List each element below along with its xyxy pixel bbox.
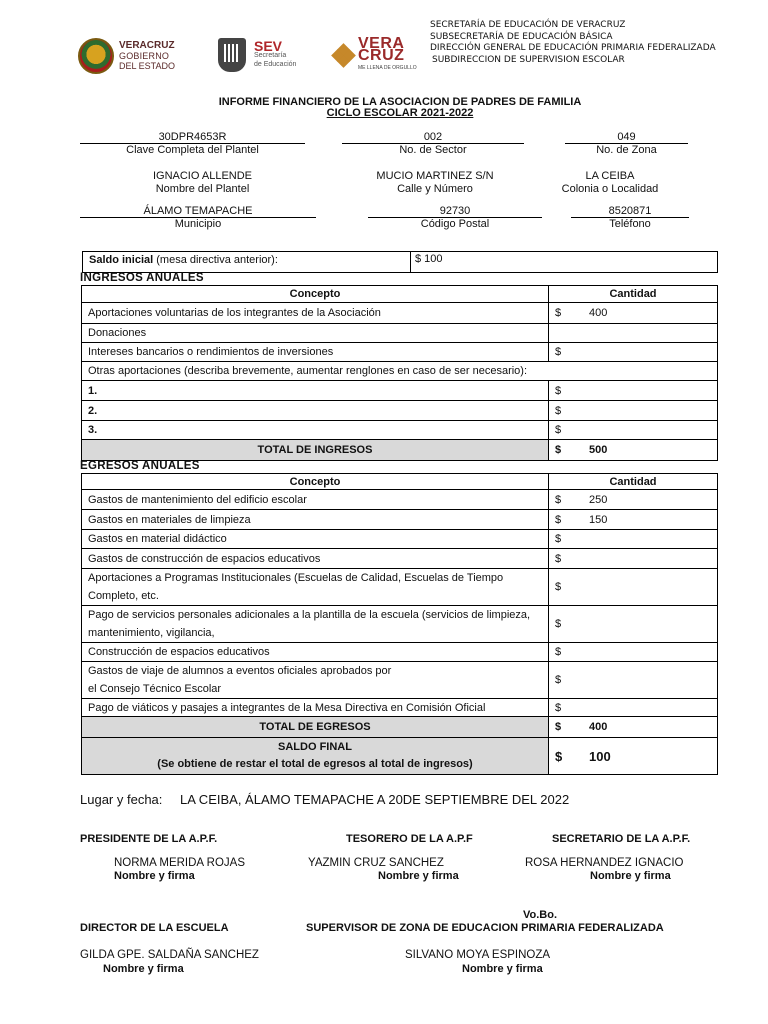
saldo-inicial-box bbox=[82, 251, 718, 273]
cantidad-cell bbox=[549, 530, 718, 549]
cantidad-cell bbox=[549, 510, 718, 530]
table-row bbox=[82, 401, 718, 421]
currency-sign: $ bbox=[555, 618, 562, 630]
field-value: 002 bbox=[342, 131, 524, 144]
ingresos-heading: INGRESOS ANUALES bbox=[80, 272, 204, 284]
col-cantidad: Cantidad bbox=[549, 474, 718, 490]
numbered-item: 3. bbox=[82, 421, 549, 440]
cantidad-cell bbox=[549, 343, 718, 362]
otras-aportaciones: Otras aportaciones (describa brevemente, aumentar renglones en caso de ser necesario): bbox=[82, 362, 718, 381]
concepto-cell: Pago de viáticos y pasajes a integrantes de la Mesa Directiva en Comisión Oficial bbox=[82, 699, 549, 717]
table-row bbox=[82, 569, 718, 606]
currency-sign: $ bbox=[555, 424, 562, 436]
agency-lines bbox=[430, 20, 716, 66]
field-zona bbox=[565, 131, 688, 156]
cantidad-cell bbox=[549, 401, 718, 421]
table-row bbox=[82, 421, 718, 440]
director-name: GILDA GPE. SALDAÑA SANCHEZ bbox=[80, 949, 259, 961]
total-ingresos-cell bbox=[549, 440, 718, 461]
table-row bbox=[82, 381, 718, 401]
concepto-cell: Gastos en materiales de limpieza bbox=[82, 510, 549, 530]
egresos-table bbox=[81, 473, 718, 775]
table-row bbox=[82, 490, 718, 510]
currency-sign: $ bbox=[555, 444, 562, 456]
total-egresos-value: 400 bbox=[589, 721, 608, 733]
saldo-final-cell bbox=[549, 738, 718, 775]
currency-sign: $ bbox=[555, 552, 562, 565]
cantidad-cell bbox=[549, 606, 718, 643]
title-line: INFORME FINANCIERO DE LA ASOCIACION DE PADRES DE FAMILIA bbox=[218, 96, 582, 108]
presidente-caption: Nombre y firma bbox=[114, 870, 195, 882]
currency-sign: $ bbox=[555, 701, 562, 714]
field-value: 30DPR4653R bbox=[80, 131, 305, 144]
logo-text: DEL ESTADO bbox=[119, 61, 176, 71]
logo-text: VERA bbox=[358, 35, 405, 52]
saldo-final-label: SALDO FINAL bbox=[278, 741, 352, 753]
cantidad-cell bbox=[549, 549, 718, 569]
cantidad-cell bbox=[549, 569, 718, 606]
agency-line: DIRECCIÓN GENERAL DE EDUCACIÓN PRIMARIA FEDERALIZADA bbox=[430, 43, 716, 53]
logo-text: CRUZ bbox=[358, 47, 405, 64]
field-value: 049 bbox=[565, 131, 688, 144]
table-row bbox=[82, 549, 718, 569]
secretario-caption: Nombre y firma bbox=[590, 870, 671, 882]
currency-sign: $ bbox=[555, 404, 562, 417]
cantidad-cell bbox=[549, 324, 718, 343]
total-ingresos-row bbox=[82, 440, 718, 461]
concepto-cell: Donaciones bbox=[82, 324, 549, 343]
title-cycle: CICLO ESCOLAR 2021-2022 bbox=[326, 107, 474, 119]
field-clave bbox=[80, 131, 305, 156]
total-egresos-cell bbox=[549, 717, 718, 738]
concepto-cell: Intereses bancarios o rendimientos de inversiones bbox=[82, 343, 549, 362]
saldo-inicial-label-cell bbox=[83, 252, 411, 272]
concepto-cell: Aportaciones a Programas Institucionales (Escuelas de Calidad, Escuelas de Tiempo Completo, etc. bbox=[82, 569, 549, 606]
currency-sign: $ bbox=[555, 307, 562, 319]
field-value: IGNACIO ALLENDE bbox=[152, 170, 253, 182]
supervisor-role: SUPERVISOR DE ZONA DE EDUCACION PRIMARIA FEDERALIZADA bbox=[306, 922, 664, 934]
tesorero-name: YAZMIN CRUZ SANCHEZ bbox=[308, 857, 444, 869]
field-nombre bbox=[120, 170, 285, 195]
logo-text: SEV bbox=[254, 37, 283, 54]
field-label: Calle y Número bbox=[397, 183, 473, 195]
total-egresos-row bbox=[82, 717, 718, 738]
total-egresos-label: TOTAL DE EGRESOS bbox=[82, 717, 549, 738]
currency-sign: $ bbox=[555, 581, 562, 593]
sev-logo bbox=[218, 38, 296, 72]
table-row bbox=[82, 662, 718, 699]
supervisor-name: SILVANO MOYA ESPINOZA bbox=[405, 949, 551, 961]
table-row bbox=[82, 303, 718, 324]
field-municipio bbox=[80, 205, 316, 230]
field-label: Nombre del Plantel bbox=[155, 183, 250, 195]
document-title bbox=[0, 97, 768, 119]
director-role: DIRECTOR DE LA ESCUELA bbox=[80, 922, 229, 934]
concepto-cell: Gastos de mantenimiento del edificio escolar bbox=[82, 490, 549, 510]
cantidad-cell bbox=[549, 699, 718, 717]
presidente-role: PRESIDENTE DE LA A.P.F. bbox=[80, 833, 218, 845]
agency-line: SECRETARÍA DE EDUCACIÓN DE VERACRUZ bbox=[430, 20, 626, 30]
saldo-final-note: (Se obtiene de restar el total de egresos al total de ingresos) bbox=[157, 758, 473, 770]
col-cantidad: Cantidad bbox=[549, 286, 718, 303]
table-row bbox=[82, 606, 718, 643]
field-label: No. de Sector bbox=[399, 144, 467, 156]
lugar-value: LA CEIBA, ÁLAMO TEMAPACHE A 20DE SEPTIEMBRE DEL 2022 bbox=[180, 792, 570, 807]
currency-sign: $ bbox=[555, 646, 562, 658]
vobo-label: Vo.Bo. bbox=[523, 909, 558, 921]
field-label: Colonia o Localidad bbox=[561, 183, 659, 195]
col-concepto: Concepto bbox=[82, 474, 549, 490]
col-concepto: Concepto bbox=[82, 286, 549, 303]
cantidad-cell bbox=[549, 381, 718, 401]
amount: 400 bbox=[589, 307, 608, 319]
cantidad-cell bbox=[549, 490, 718, 510]
table-row bbox=[82, 643, 718, 662]
saldo-inicial-label: Saldo inicial bbox=[89, 254, 154, 266]
concepto-cell: Gastos de construcción de espacios educativos bbox=[82, 549, 549, 569]
numbered-item: 1. bbox=[82, 381, 549, 401]
document-header bbox=[0, 18, 768, 88]
concepto-cell: Pago de servicios personales adicionales a la plantilla de la escuela (servicios de limpieza, mantenimiento, vigilancia, bbox=[82, 606, 549, 643]
field-value: ÁLAMO TEMAPACHE bbox=[80, 205, 316, 218]
field-colonia bbox=[545, 170, 675, 195]
field-telefono bbox=[571, 205, 689, 230]
logo-text: ME LLENA DE ORGULLO bbox=[358, 65, 417, 71]
currency-sign: $ bbox=[555, 513, 562, 526]
supervisor-caption: Nombre y firma bbox=[462, 963, 543, 975]
logo-text: de Educación bbox=[254, 60, 297, 68]
saldo-final-label-cell bbox=[82, 738, 549, 775]
currency-sign: $ bbox=[555, 748, 563, 764]
lugar-label: Lugar y fecha: bbox=[80, 792, 163, 807]
presidente-name: NORMA MERIDA ROJAS bbox=[114, 857, 245, 869]
currency-sign: $ bbox=[555, 721, 562, 733]
saldo-inicial-value: $ 100 bbox=[415, 253, 443, 265]
saldo-final-row bbox=[82, 738, 718, 775]
concepto-cell: Aportaciones voluntarias de los integrantes de la Asociación bbox=[82, 303, 549, 324]
table-row bbox=[82, 510, 718, 530]
logo-text: Secretaría bbox=[254, 51, 287, 59]
concepto-cell: Gastos en material didáctico bbox=[82, 530, 549, 549]
table-row bbox=[82, 530, 718, 549]
secretario-name: ROSA HERNANDEZ IGNACIO bbox=[525, 857, 684, 869]
currency-sign: $ bbox=[555, 533, 562, 545]
currency-sign: $ bbox=[555, 384, 562, 397]
amount: 250 bbox=[589, 493, 608, 506]
field-value: LA CEIBA bbox=[585, 170, 635, 182]
cantidad-cell bbox=[549, 421, 718, 440]
table-row bbox=[82, 699, 718, 717]
field-label: No. de Zona bbox=[596, 144, 657, 156]
concepto-cell: Gastos de viaje de alumnos a eventos oficiales aprobados por el Consejo Técnico Escolar bbox=[82, 662, 549, 699]
director-caption: Nombre y firma bbox=[103, 963, 184, 975]
field-sector bbox=[342, 131, 524, 156]
currency-sign: $ bbox=[555, 346, 562, 358]
table-row bbox=[82, 362, 718, 381]
field-value: 92730 bbox=[368, 205, 542, 218]
cantidad-cell bbox=[549, 643, 718, 662]
field-label: Clave Completa del Plantel bbox=[126, 144, 259, 156]
field-value: MUCIO MARTINEZ S/N bbox=[376, 170, 494, 182]
agency-line: SUBDIRECCION DE SUPERVISION ESCOLAR bbox=[432, 54, 625, 65]
currency-sign: $ bbox=[555, 493, 562, 506]
field-label: Municipio bbox=[174, 218, 222, 230]
egresos-heading: EGRESOS ANUALES bbox=[80, 460, 200, 472]
tesorero-caption: Nombre y firma bbox=[378, 870, 459, 882]
diamond-pattern-icon bbox=[333, 45, 355, 67]
concepto-cell: Construcción de espacios educativos bbox=[82, 643, 549, 662]
ingresos-table bbox=[81, 285, 718, 461]
logo-text: VERACRUZ bbox=[119, 40, 175, 51]
tesorero-role: TESORERO DE LA A.P.F bbox=[346, 833, 473, 845]
field-codigo-postal bbox=[368, 205, 542, 230]
cantidad-cell bbox=[549, 303, 718, 324]
field-label: Teléfono bbox=[609, 218, 651, 230]
table-header-row bbox=[82, 474, 718, 490]
total-ingresos-value: 500 bbox=[589, 444, 608, 456]
currency-sign: $ bbox=[555, 674, 562, 686]
lugar-fecha bbox=[80, 792, 569, 807]
table-row bbox=[82, 324, 718, 343]
veracruz-orgullo-logo bbox=[333, 35, 417, 74]
saldo-final-value: 100 bbox=[589, 748, 611, 764]
field-label: Código Postal bbox=[420, 218, 490, 230]
saldo-inicial-note: (mesa directiva anterior): bbox=[156, 254, 278, 266]
field-value: 8520871 bbox=[571, 205, 689, 218]
amount: 150 bbox=[589, 513, 608, 526]
logo-text: GOBIERNO bbox=[119, 51, 170, 61]
numbered-item: 2. bbox=[82, 401, 549, 421]
total-ingresos-label: TOTAL DE INGRESOS bbox=[82, 440, 549, 461]
veracruz-gobierno-logo bbox=[78, 38, 175, 74]
table-header-row bbox=[82, 286, 718, 303]
veracruz-coat-of-arms-icon bbox=[78, 38, 114, 74]
table-row bbox=[82, 343, 718, 362]
secretario-role: SECRETARIO DE LA A.P.F. bbox=[552, 833, 691, 845]
field-calle bbox=[345, 170, 525, 195]
sev-shield-icon bbox=[218, 38, 246, 72]
agency-line: SUBSECRETARÍA DE EDUCACIÓN BÁSICA bbox=[430, 31, 613, 42]
cantidad-cell bbox=[549, 662, 718, 699]
